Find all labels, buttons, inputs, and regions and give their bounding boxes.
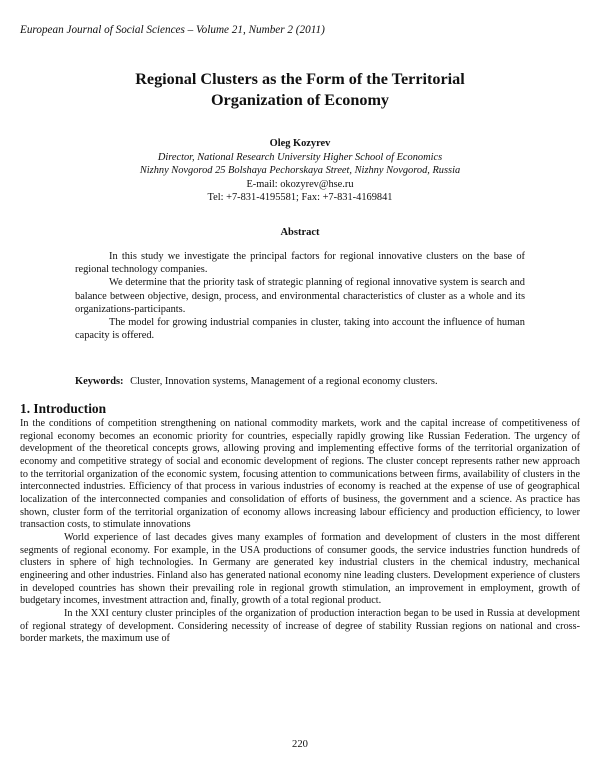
abstract-heading: Abstract <box>280 227 320 238</box>
page-number: 220 <box>292 739 308 750</box>
abstract-paragraph: In this study we investigate the principal factors for regional innovative clusters on the base of regional technology companies. <box>75 251 525 276</box>
abstract-paragraph: The model for growing industrial companies in cluster, taking into account the influence of human capacity is offered. <box>75 317 525 342</box>
body-paragraph: In the XXI century cluster principles of the organization of production interaction began to be used in Russia at development of regional strategy of development. Considering necessity of increase of degree of stability Russian regions on national and cross-border markets, the maximum use of <box>20 607 580 645</box>
journal-header: European Journal of Social Sciences – Volume 21, Number 2 (2011) <box>20 24 325 36</box>
author-phone: Tel: +7-831-4195581; Fax: +7-831-4169841 <box>207 192 393 203</box>
section-heading-introduction: 1. Introduction <box>20 401 107 416</box>
author-position: Director, National Research University Higher School of Economics <box>157 151 443 163</box>
abstract-paragraph: We determine that the priority task of strategic planning of regional innovative system is search and balance between objective, design, process, and environmental characteristics of cluster as a whole and its organizations-participants. <box>75 277 525 315</box>
author-address: Nizhny Novgorod 25 Bolshaya Pechorskaya Street, Nizhny Novgorod, Russia <box>139 165 461 176</box>
abstract-body <box>75 250 525 342</box>
body-paragraph: World experience of last decades gives many examples of formation and development of clusters in the most different segments of regional economy. For example, in the USA productions of consumer goods, the service industries function hundreds of clusters in sphere of high technologies. In Germany are generated key industrial clusters in the chemical industry, mechanical engineering and other industries. Finland also has generated national economy nine leading clusters. Development experience of clusters in developed countries has shown their prevailing role in regional growth stimulation, an improvement in employment, growth of budgetary incomes, investment attraction and, finally, growth of a total regional product. <box>20 531 580 607</box>
paper-title <box>0 69 600 111</box>
author-block <box>0 137 600 205</box>
body-paragraph: In the conditions of competition strengthening on national commodity markets, work and the capital increase of competitiveness of regional economy becomes an economic priority for countries, especially rapidly growing like Russian Federation. The urgency of development of the theoretical concepts grows, allowing proving and implementing effective forms of the territorial organization of economy and competitive strategy of social and economic development of regions. The cluster concept represents rather new approach to the territorial organization of the economic system, focusing attention to communications between firms, availability of clusters in the interconnected industries. Efficiency of that process in various industries of economy is reached at the expense of use of geographical localization of the interconnected companies and consolidation of efforts of business, the government and a science. As practice has shown, cluster form of the territorial organization of economy allows increasing labour efficiency and production efficiency, to lower transaction costs, to stimulate innovations <box>20 418 580 531</box>
keywords-text: Cluster, Innovation systems, Management of a regional economy clusters. <box>130 376 438 387</box>
paper-title-line-2: Organization of Economy <box>210 91 390 109</box>
author-name: Oleg Kozyrev <box>269 138 331 149</box>
section-body <box>20 418 580 646</box>
keywords-label: Keywords: <box>75 376 124 387</box>
keywords-line <box>75 376 535 387</box>
paper-title-line-1: Regional Clusters as the Form of the Territorial <box>135 70 465 88</box>
author-email: E-mail: okozyrev@hse.ru <box>246 178 354 190</box>
